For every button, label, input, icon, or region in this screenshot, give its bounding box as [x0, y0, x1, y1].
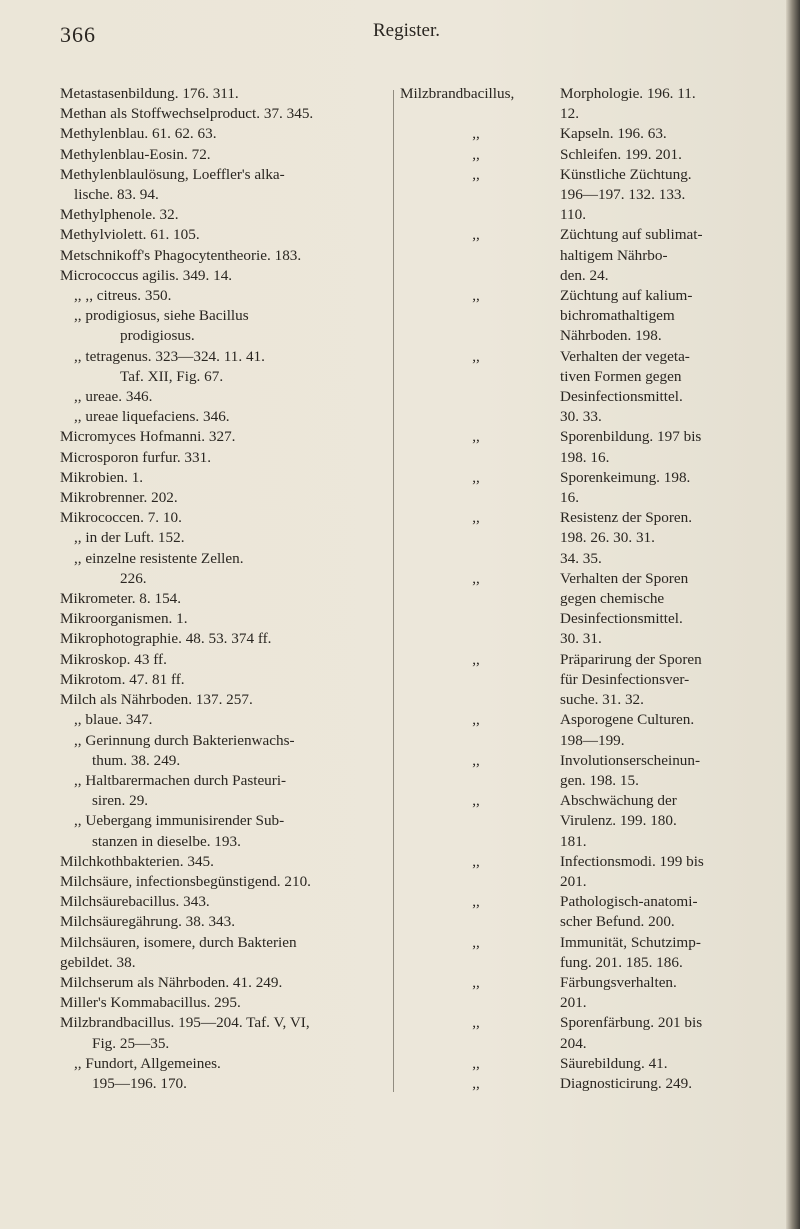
index-entry: [400, 872, 745, 892]
ditto-mark: ,,: [472, 973, 480, 991]
ditto-mark: ,,: [472, 125, 480, 143]
index-entry: [400, 347, 745, 367]
ditto-mark: ,,: [472, 428, 480, 446]
index-entry: [400, 993, 745, 1013]
index-entry: Miller's Kommabacillus. 295.: [60, 994, 241, 1012]
index-entry: [400, 266, 745, 286]
index-column-left: [60, 84, 390, 1094]
index-entry: Milchsäuren, isomere, durch Bakterien: [60, 933, 297, 951]
index-entry: [400, 690, 745, 710]
entry-text: suche. 31. 32.: [560, 691, 644, 709]
index-entry: Methylphenole. 32.: [60, 206, 179, 224]
ditto-mark: ,,: [472, 933, 480, 951]
index-entry: Mikroorganismen. 1.: [60, 610, 188, 628]
index-entry: [400, 165, 745, 185]
ditto-mark: ,,: [472, 569, 480, 587]
ditto-mark: ,,: [472, 509, 480, 527]
index-entry: Mikrobrenner. 202.: [60, 489, 178, 507]
index-entry: [400, 124, 745, 144]
entry-text: Abschwächung der: [560, 792, 677, 810]
index-entry: [400, 892, 745, 912]
entry-text: Züchtung auf sublimat-: [560, 226, 703, 244]
index-entry: [400, 811, 745, 831]
column-divider: [393, 90, 394, 1092]
index-entry: ,, Fundort, Allgemeines.: [74, 1054, 221, 1072]
index-entry: stanzen in dieselbe. 193.: [92, 832, 241, 850]
index-entry: Metschnikoff's Phagocytentheorie. 183.: [60, 246, 302, 264]
ditto-mark: ,,: [472, 287, 480, 305]
entry-text: 198—199.: [560, 731, 625, 749]
ditto-mark: ,,: [472, 145, 480, 163]
index-entry: [400, 1034, 745, 1054]
index-entry: ,, prodigiosus, siehe Bacillus: [74, 307, 249, 325]
index-entry: [400, 205, 745, 225]
index-entry: [400, 185, 745, 205]
ditto-mark: ,,: [472, 650, 480, 668]
entry-text: Säurebildung. 41.: [560, 1054, 668, 1072]
running-head: Register.: [373, 20, 441, 41]
index-entry: [400, 791, 745, 811]
index-entry: [400, 670, 745, 690]
entry-text: Verhalten der Sporen: [560, 569, 689, 587]
index-entry: [400, 569, 745, 589]
entry-text: 201.: [560, 994, 587, 1012]
index-entry: [400, 508, 745, 528]
ditto-mark: ,,: [472, 468, 480, 486]
entry-text: 201.: [560, 872, 587, 890]
index-entry: Milch als Nährboden. 137. 257.: [60, 691, 253, 709]
index-entry: 195—196. 170.: [92, 1074, 187, 1092]
entry-text: Sporenkeimung. 198.: [560, 468, 691, 486]
entry-text: Immunität, Schutzimp-: [560, 933, 701, 951]
ditto-mark: ,,: [472, 165, 480, 183]
index-entry: Micrococcus agilis. 349. 14.: [60, 266, 233, 284]
index-entry: Microsporon furfur. 331.: [60, 448, 212, 466]
index-entry: lische. 83. 94.: [74, 186, 159, 204]
entry-text: gegen chemische: [560, 590, 665, 608]
index-entry: Methan als Stoffwechselproduct. 37. 345.: [60, 105, 314, 123]
index-entry: Metastasenbildung. 176. 311.: [60, 85, 239, 102]
index-entry: [400, 912, 745, 932]
index-entry: [400, 549, 745, 569]
index-entry: ,, einzelne resistente Zellen.: [74, 549, 244, 567]
index-column-right: [400, 84, 745, 1094]
index-entry: ,, Uebergang immunisirender Sub-: [74, 812, 285, 830]
index-entry: Milchkothbakterien. 345.: [60, 852, 214, 870]
index-entry: [400, 953, 745, 973]
index-entry: Milchsäure, infectionsbegünstigend. 210.: [60, 872, 311, 890]
ditto-mark: ,,: [472, 1054, 480, 1072]
index-entry: [400, 973, 745, 993]
ditto-mark: ,,: [472, 792, 480, 810]
ditto-mark: ,,: [472, 226, 480, 244]
index-entry: [400, 468, 745, 488]
index-entry: ,, Gerinnung durch Bakterienwachs-: [74, 731, 295, 749]
page-number: 366: [60, 22, 96, 47]
entry-text: Diagnosticirung. 249.: [560, 1074, 693, 1092]
entry-text: Züchtung auf kalium-: [560, 287, 693, 305]
index-entry: Mikrobien. 1.: [60, 468, 144, 486]
index-entry: Milzbrandbacillus. 195—204. Taf. V, VI,: [60, 1014, 310, 1032]
index-entry: [400, 104, 745, 124]
index-entry: 226.: [120, 569, 147, 587]
index-entry: [400, 387, 745, 407]
entry-text: Färbungsverhalten.: [560, 973, 677, 991]
index-entry: [400, 710, 745, 730]
entry-text: Desinfectionsmittel.: [560, 610, 683, 628]
entry-text: fung. 201. 185. 186.: [560, 953, 683, 971]
entry-text: Morphologie. 196. 11.: [560, 85, 696, 102]
index-entry: ,, ureae. 346.: [74, 388, 153, 406]
index-entry: ,, tetragenus. 323—324. 11. 41.: [74, 347, 265, 365]
ditto-mark: ,,: [472, 751, 480, 769]
index-entry: Taf. XII, Fig. 67.: [120, 367, 224, 385]
index-entry: Methylviolett. 61. 105.: [60, 226, 200, 244]
entry-text: 204.: [560, 1034, 587, 1052]
entry-text: Desinfectionsmittel.: [560, 388, 683, 406]
index-entry: Milchsäurebacillus. 343.: [60, 893, 210, 911]
ditto-mark: ,,: [472, 1014, 480, 1032]
index-entry: Mikrococcen. 7. 10.: [60, 509, 182, 527]
index-entry: ,, Haltbarermachen durch Pasteuri-: [74, 771, 287, 789]
entry-text: für Desinfectionsver-: [560, 670, 690, 688]
entry-text: Asporogene Culturen.: [560, 711, 695, 729]
index-entry: Mikroskop. 43 ff.: [60, 650, 167, 668]
entry-text: Kapseln. 196. 63.: [560, 125, 667, 143]
index-entry: [400, 629, 745, 649]
entry-text: 196—197. 132. 133.: [560, 186, 686, 204]
index-entry: [400, 771, 745, 791]
index-entry: [400, 367, 745, 387]
entry-text: Infectionsmodi. 199 bis: [560, 852, 704, 870]
index-entry: Mikrotom. 47. 81 ff.: [60, 670, 185, 688]
index-entry: [400, 1013, 745, 1033]
index-entry: Methylenblaulösung, Loeffler's alka-: [60, 165, 285, 183]
index-entry: Mikrometer. 8. 154.: [60, 590, 182, 608]
index-entry: Methylenblau. 61. 62. 63.: [60, 125, 217, 143]
index-entry: [400, 751, 745, 771]
entry-text: Präparirung der Sporen: [560, 650, 702, 668]
entry-text: 198. 26. 30. 31.: [560, 529, 655, 547]
entry-text: haltigem Nährbo-: [560, 246, 668, 264]
index-entry: [400, 731, 745, 751]
entry-text: 198. 16.: [560, 448, 610, 466]
index-entry: [400, 448, 745, 468]
ditto-mark: ,,: [472, 1074, 480, 1092]
index-entry: [400, 852, 745, 872]
entry-text: den. 24.: [560, 266, 609, 284]
page-edge: [786, 0, 800, 1229]
index-entry: prodigiosus.: [120, 327, 195, 345]
ditto-mark: ,,: [472, 711, 480, 729]
index-entry: ,, in der Luft. 152.: [74, 529, 185, 547]
index-entry: [400, 427, 745, 447]
index-entry: [400, 528, 745, 548]
index-entry: Micromyces Hofmanni. 327.: [60, 428, 236, 446]
index-entry: [400, 306, 745, 326]
entry-text: 181.: [560, 832, 587, 850]
index-entry: [400, 84, 745, 104]
index-entry: [400, 1054, 745, 1074]
index-entry: [400, 246, 745, 266]
index-entry: [400, 832, 745, 852]
index-entry: [400, 609, 745, 629]
ditto-mark: ,,: [472, 852, 480, 870]
entry-text: Sporenbildung. 197 bis: [560, 428, 702, 446]
index-entry: Milchserum als Nährboden. 41. 249.: [60, 973, 283, 991]
ditto-mark: ,,: [472, 347, 480, 365]
entry-heading: Milzbrandbacillus,: [400, 85, 515, 102]
index-entry: [400, 326, 745, 346]
entry-text: Künstliche Züchtung.: [560, 165, 692, 183]
entry-text: 30. 31.: [560, 630, 602, 648]
index-entry: [400, 488, 745, 508]
index-entry: [400, 225, 745, 245]
index-entry: Mikrophotographie. 48. 53. 374 ff.: [60, 630, 272, 648]
entry-text: 110.: [560, 206, 587, 224]
index-entry: [400, 933, 745, 953]
entry-text: 30. 33.: [560, 408, 602, 426]
index-entry: Fig. 25—35.: [92, 1034, 170, 1052]
entry-text: Schleifen. 199. 201.: [560, 145, 682, 163]
index-entry: ,, ureae liquefaciens. 346.: [74, 408, 230, 426]
entry-text: Resistenz der Sporen.: [560, 509, 693, 527]
index-entry: Methylenblau-Eosin. 72.: [60, 145, 211, 163]
entry-text: Virulenz. 199. 180.: [560, 812, 677, 830]
index-entry: [400, 407, 745, 427]
entry-text: tiven Formen gegen: [560, 367, 682, 385]
ditto-mark: ,,: [472, 893, 480, 911]
index-entry: gebildet. 38.: [60, 953, 136, 971]
entry-text: scher Befund. 200.: [560, 913, 675, 931]
entry-text: gen. 198. 15.: [560, 771, 639, 789]
entry-text: 16.: [560, 489, 579, 507]
entry-text: Pathologisch-anatomi-: [560, 893, 698, 911]
index-entry: thum. 38. 249.: [92, 751, 181, 769]
entry-text: 34. 35.: [560, 549, 602, 567]
entry-text: Sporenfärbung. 201 bis: [560, 1014, 703, 1032]
index-entry: [400, 1074, 745, 1094]
index-entry: ,, ,, citreus. 350.: [74, 287, 172, 305]
index-entry: [400, 145, 745, 165]
index-entry: [400, 286, 745, 306]
entry-text: bichromathaltigem: [560, 307, 675, 325]
index-entry: Milchsäuregährung. 38. 343.: [60, 913, 236, 931]
entry-text: Nährboden. 198.: [560, 327, 662, 345]
index-entry: [400, 650, 745, 670]
entry-text: Involutionserscheinun-: [560, 751, 701, 769]
index-entry: ,, blaue. 347.: [74, 711, 153, 729]
index-entry: [400, 589, 745, 609]
entry-text: 12.: [560, 105, 579, 123]
index-entry: siren. 29.: [92, 792, 149, 810]
entry-text: Verhalten der vegeta-: [560, 347, 690, 365]
